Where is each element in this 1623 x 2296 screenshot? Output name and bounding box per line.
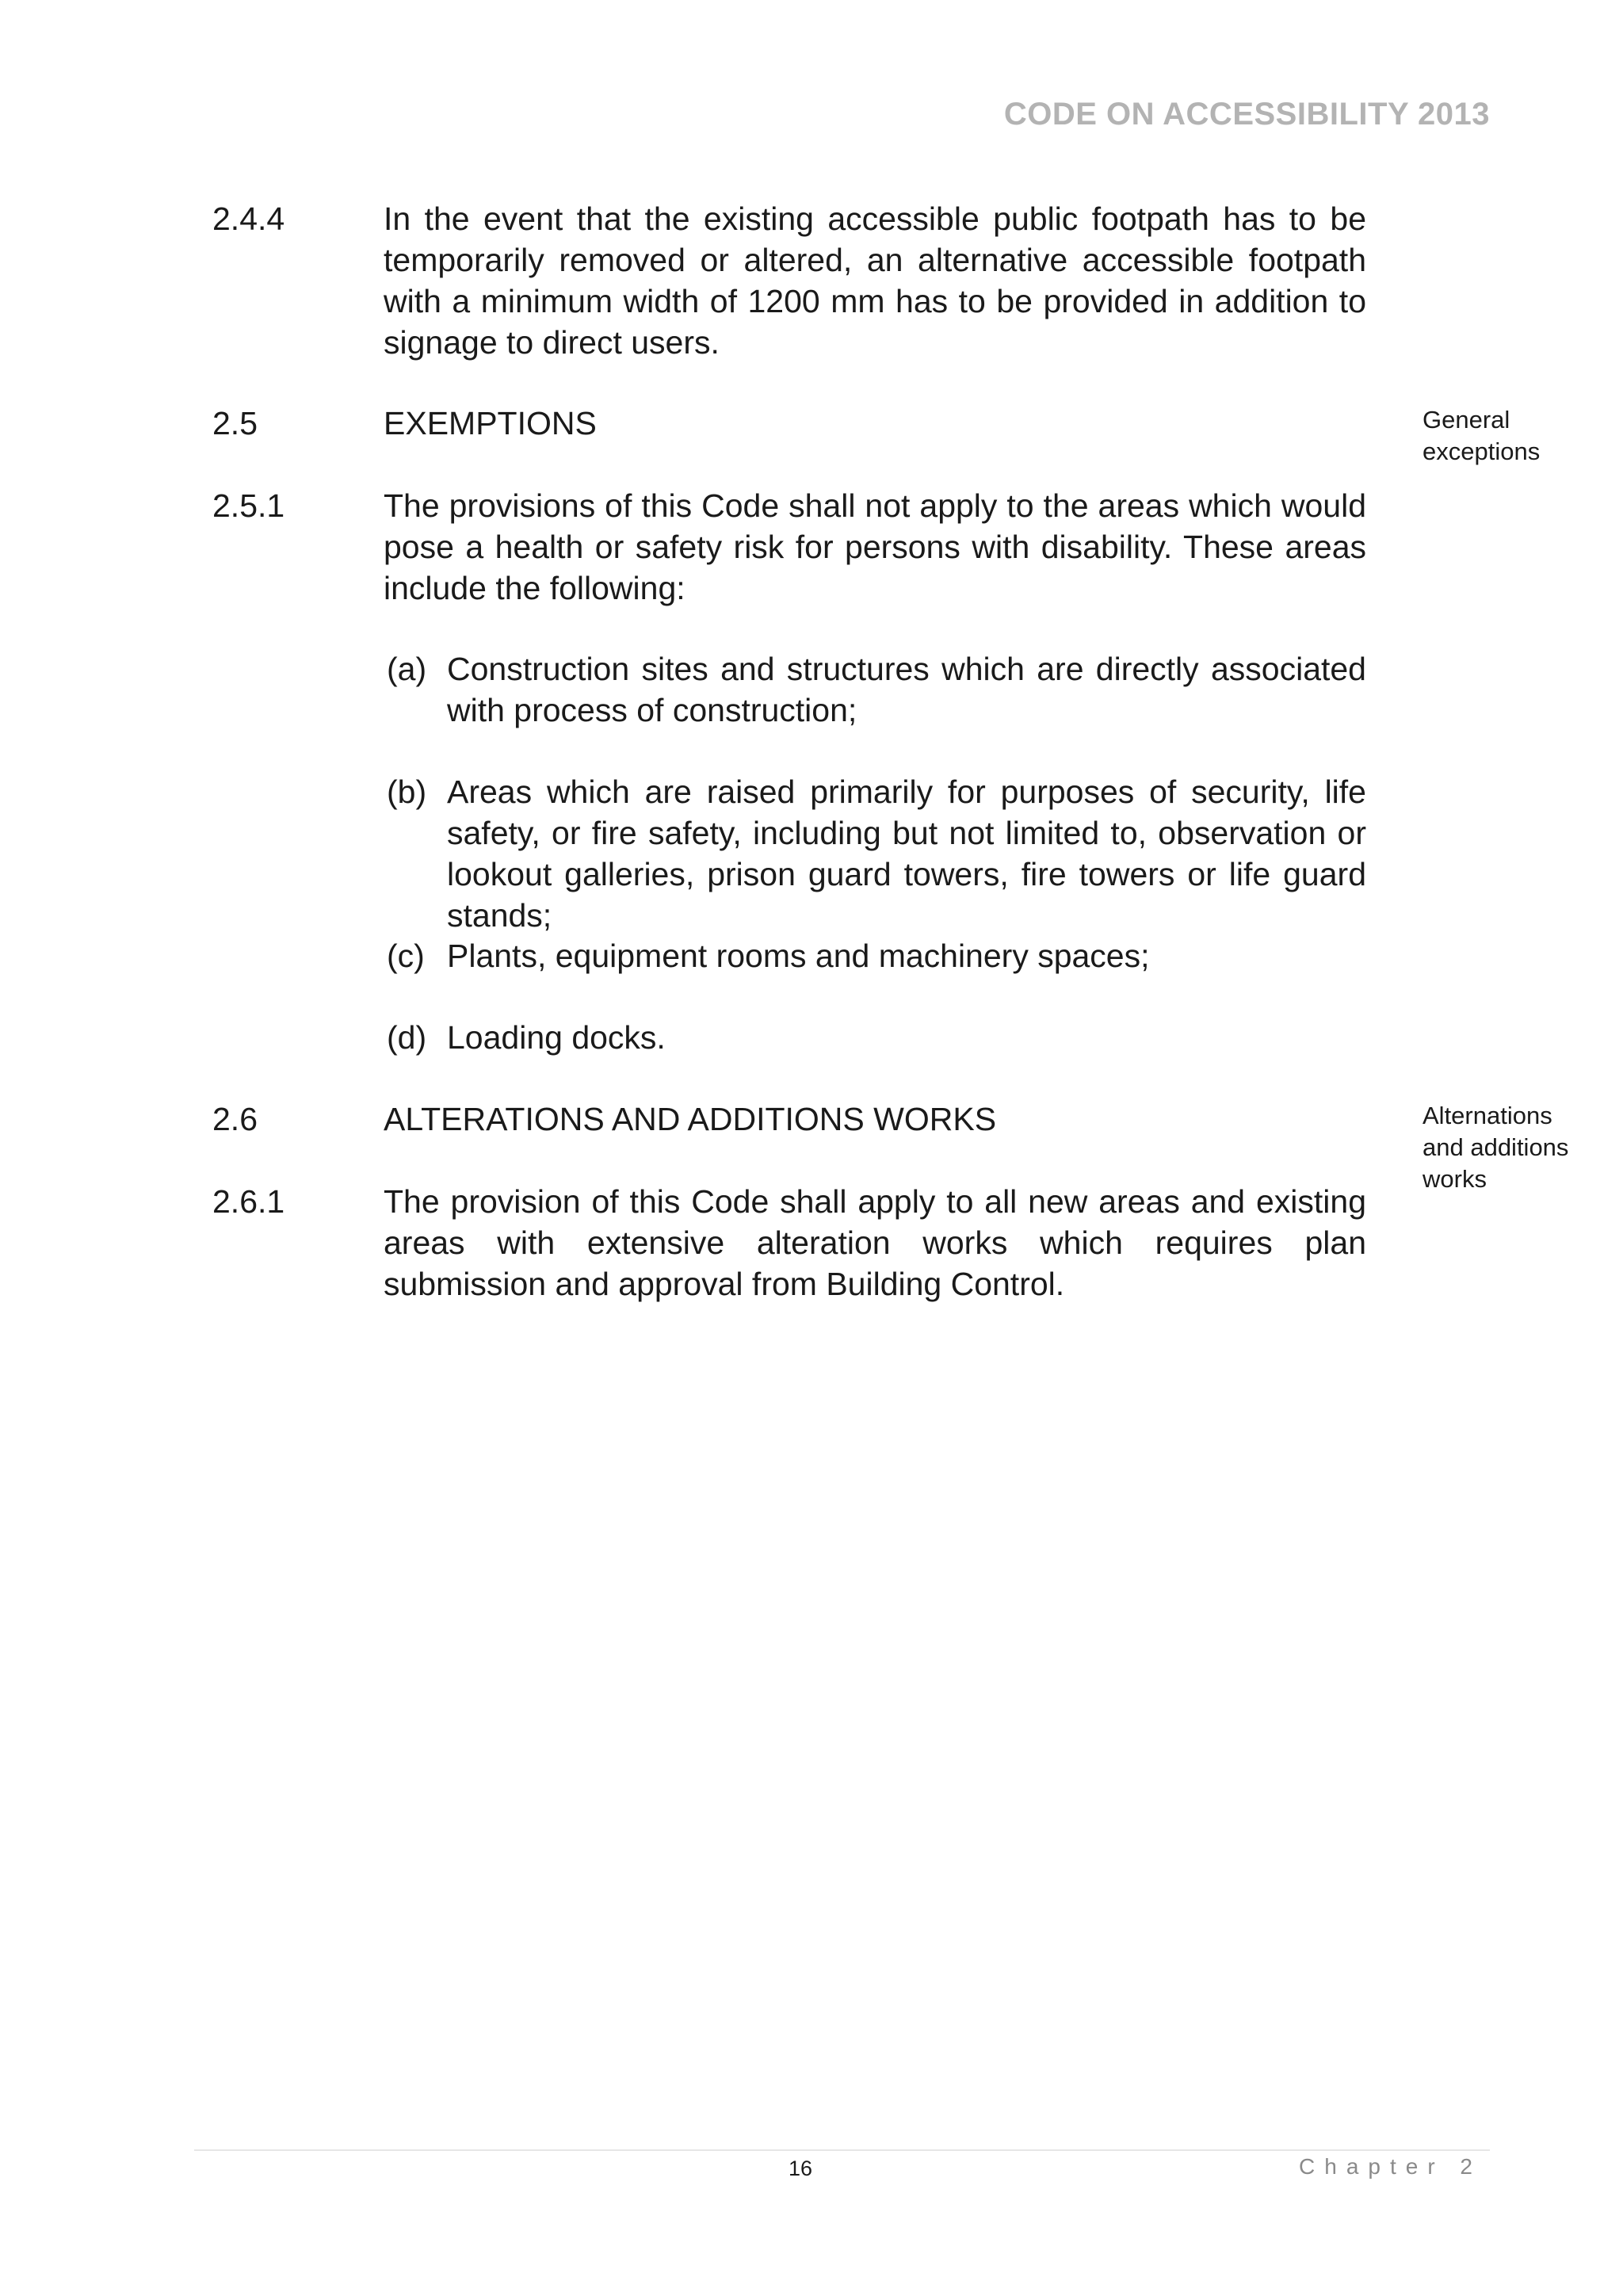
clause-2-4-4-text: In the event that the existing accessible public footpath has to be temporarily removed or altered, an alternative accessible footpath with a minimum width of 1200 mm has to be provided in addition to signage to direct users. (384, 201, 1366, 361)
chapter-label: Chapter 2 (1299, 2154, 1482, 2179)
list-item-text: Areas which are raised primarily for purposes of security, life safety, or fire safety, including but not limited to, observation or lookout galleries, prison guard towers, fire towers or life guard stands; (447, 774, 1366, 934)
document-header-title: CODE ON ACCESSIBILITY 2013 (1003, 97, 1490, 132)
clause-2-6-1-text: The provision of this Code shall apply to all new areas and existing areas with extensive alteration works which requires plan submission and approval from Building Control. (384, 1183, 1366, 1302)
list-item-text: Loading docks. (447, 1019, 666, 1056)
list-item-label: (d) (387, 1019, 427, 1056)
clause-2-5-1-number: 2.5.1 (212, 487, 285, 524)
list-item-label: (c) (387, 938, 425, 974)
section-2-5-title: EXEMPTIONS (384, 405, 597, 441)
list-item-label: (b) (387, 774, 427, 810)
section-2-6-number: 2.6 (212, 1101, 258, 1137)
section-2-6-title: ALTERATIONS AND ADDITIONS WORKS (384, 1101, 997, 1137)
list-item-text: Construction sites and structures which are directly associated with process of construction; (447, 651, 1366, 728)
list-item-label: (a) (387, 651, 427, 687)
list-item-text: Plants, equipment rooms and machinery spaces; (447, 938, 1150, 974)
clause-2-6-1-number: 2.6.1 (212, 1183, 285, 1220)
clause-2-5-1-text: The provisions of this Code shall not apply to the areas which would pose a health or safety risk for persons with disability. These areas include the following: (384, 487, 1366, 606)
page-number: 16 (788, 2157, 813, 2180)
footer-divider (194, 2149, 1490, 2151)
margin-note-general-exceptions: General exceptions (1423, 406, 1541, 465)
margin-note-alterations: Alternations and additions works (1423, 1102, 1569, 1193)
section-2-5-number: 2.5 (212, 405, 258, 441)
clause-2-4-4-number: 2.4.4 (212, 201, 285, 237)
